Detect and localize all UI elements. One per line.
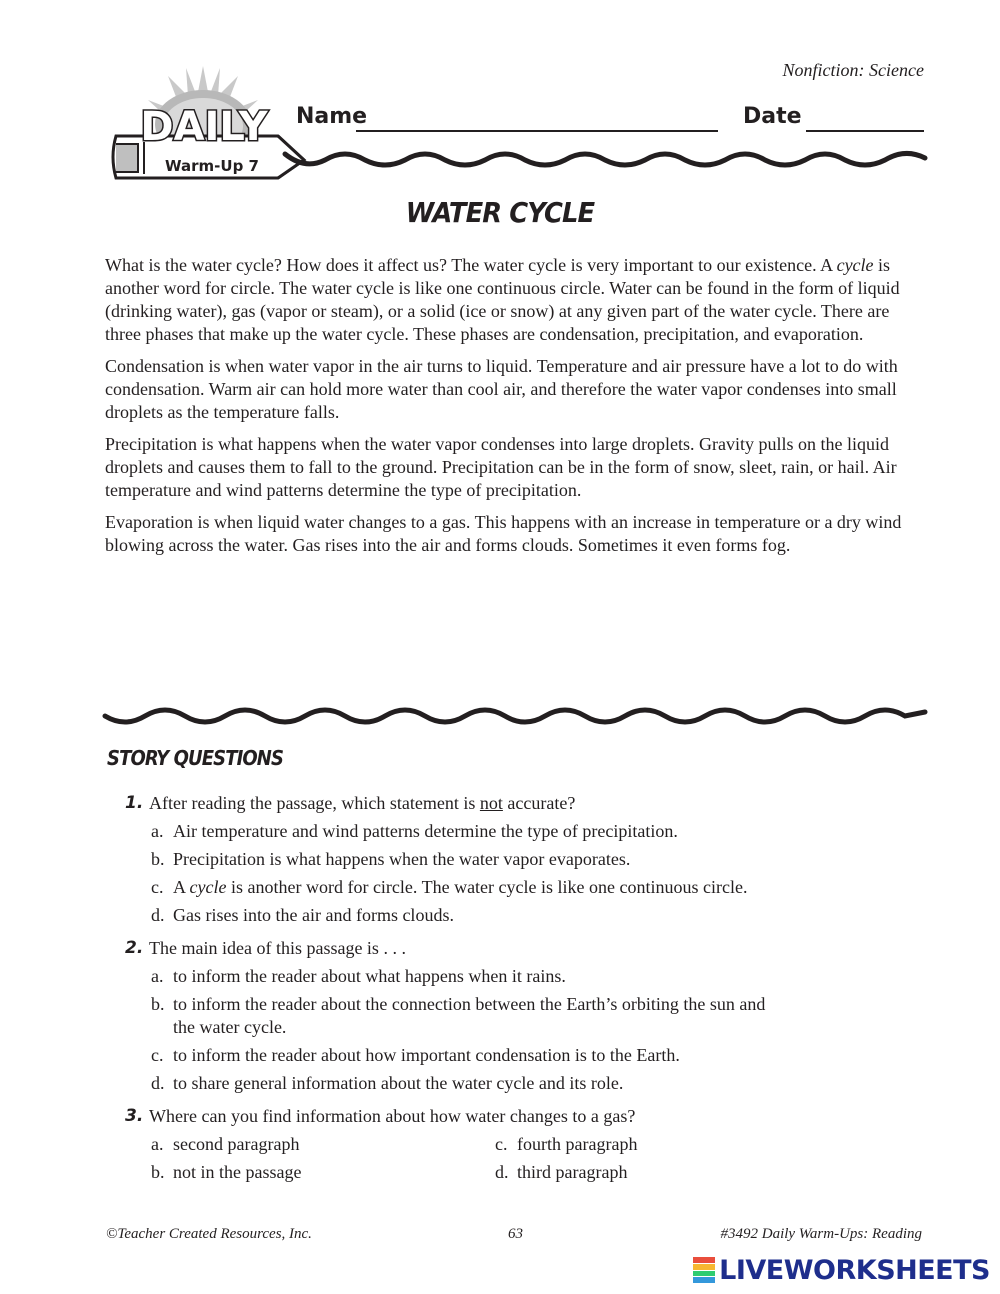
footer-copyright: ©Teacher Created Resources, Inc. — [106, 1226, 312, 1242]
answer-option[interactable]: c. fourth paragraph — [495, 1134, 638, 1154]
answer-option[interactable]: c. A cycle is another word for circle. The water cycle is like one continuous circle. — [151, 877, 748, 897]
answer-option[interactable]: a. Air temperature and wind patterns determine the type of precipitation. — [151, 821, 678, 841]
story-questions-heading: STORY QUESTIONS — [107, 746, 284, 770]
footer-page-number: 63 — [508, 1226, 523, 1242]
answer-option[interactable]: a. second paragraph — [151, 1134, 300, 1154]
question-1 — [125, 792, 925, 927]
name-label: Name — [296, 104, 368, 129]
question-number: 3. — [125, 1106, 144, 1126]
name-field[interactable] — [356, 130, 718, 132]
answer-options-grid — [125, 1133, 925, 1189]
passage-paragraph-1: What is the water cycle? How does it affect us? The water cycle is very important to our existence. A cycle is another word for circle. The water cycle is like one continuous circle. Water can be found in the form of liquid (drinking water), gas (vapor or steam), or a solid (ice or snow) at any given part of the water cycle. There are three phases that make up the water cycle. These phases are condensation, precipitation, and evaporation. — [105, 255, 900, 344]
name-date-row — [296, 100, 924, 136]
question-stem: 1. After reading the passage, which statement is not accurate? — [125, 793, 576, 813]
answer-option[interactable]: d. to share general information about the water cycle and its role. — [151, 1073, 624, 1093]
passage-paragraph-4: Evaporation is when liquid water changes to a gas. This happens with an increase in temperature or a dry wind blowing across the water. Gas rises into the air and forms clouds. Sometimes it even forms fog. — [105, 512, 902, 555]
passage-paragraph-3: Precipitation is what happens when the water vapor condenses into large droplets. Gravity pulls on the liquid droplets and causes them to fall to the ground. Precipitation can be in the form of snow, sleet, rain, or hail. Air temperature and wind patterns determine the type of precipitation. — [105, 434, 897, 500]
question-stem: 2. The main idea of this passage is . . . — [125, 938, 406, 958]
wavy-divider-top — [0, 146, 1000, 176]
watermark-text: LIVEWORKSHEETS — [719, 1254, 990, 1286]
footer-book-title: #3492 Daily Warm-Ups: Reading — [720, 1226, 922, 1242]
question-3 — [125, 1105, 925, 1189]
date-field[interactable] — [806, 130, 924, 132]
question-stem: 3. Where can you find information about how water changes to a gas? — [125, 1106, 636, 1126]
question-2 — [125, 937, 925, 1095]
logo-subtitle: Warm-Up 7 — [165, 157, 259, 175]
answer-option[interactable]: d. third paragraph — [495, 1162, 628, 1182]
answer-option[interactable]: a. to inform the reader about what happens when it rains. — [151, 966, 566, 986]
page-title: WATER CYCLE — [405, 196, 595, 229]
question-number: 2. — [125, 938, 144, 958]
date-label: Date — [743, 104, 802, 129]
answer-option[interactable]: d. Gas rises into the air and forms clouds. — [151, 905, 454, 925]
answer-option[interactable]: b. to inform the reader about the connection between the Earth’s orbiting the sun and the water cycle. — [151, 994, 766, 1037]
passage-paragraph-2: Condensation is when water vapor in the air turns to liquid. Temperature and air pressure have a lot to do with condensation. Warm air can hold more water than cool air, and therefore the water vapor condenses into small droplets as the temperature falls. — [105, 356, 898, 422]
liveworksheets-logo-icon — [693, 1257, 715, 1283]
category-label: Nonfiction: Science — [782, 60, 924, 80]
answer-option[interactable]: b. Precipitation is what happens when the water vapor evaporates. — [151, 849, 631, 869]
wavy-divider-middle — [0, 702, 1000, 732]
questions-list — [125, 792, 925, 1199]
logo-word: DAILY — [140, 104, 268, 150]
answer-option[interactable]: c. to inform the reader about how important condensation is to the Earth. — [151, 1045, 680, 1065]
answer-option[interactable]: b. not in the passage — [151, 1162, 302, 1182]
question-number: 1. — [125, 793, 144, 813]
liveworksheets-watermark[interactable] — [693, 1254, 990, 1286]
reading-passage — [105, 254, 925, 566]
